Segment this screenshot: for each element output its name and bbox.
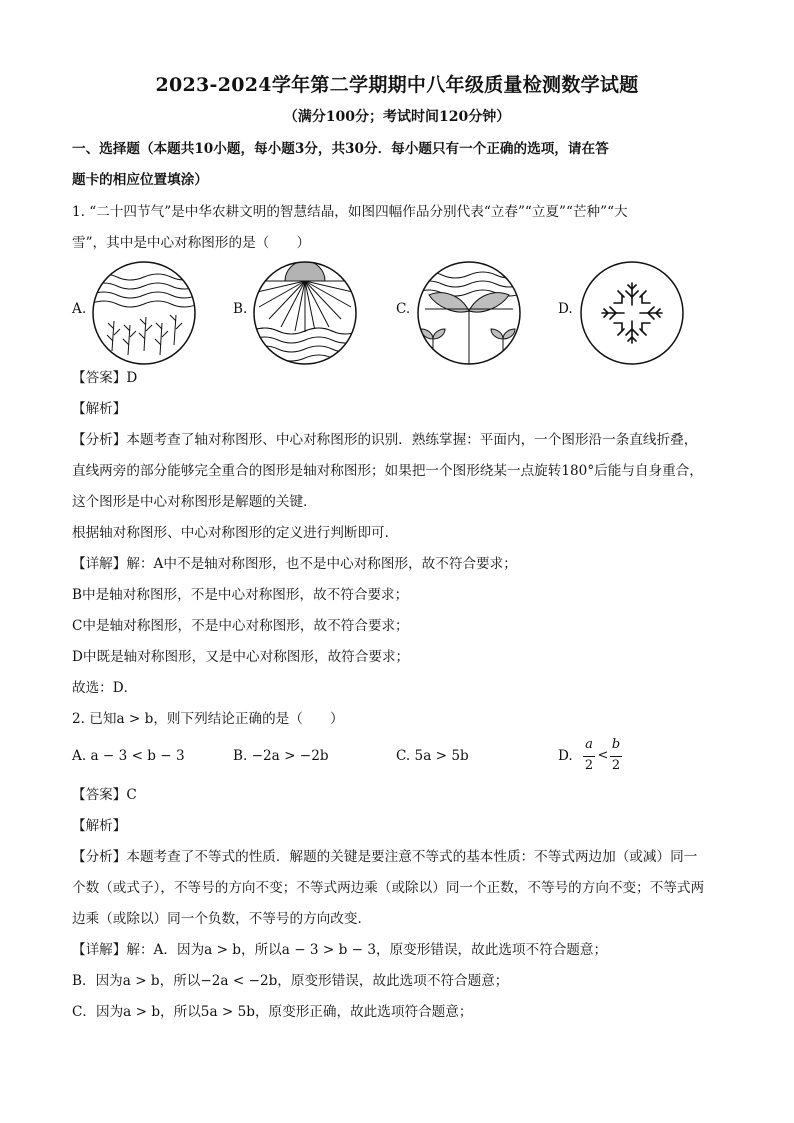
q1-analysis-line3: 这个图形是中心对称图形是解题的关键． [72, 494, 317, 510]
figure-b-lixia [251, 259, 359, 367]
q1-analysis-tag: 【解析】 [72, 401, 127, 417]
figure-c-mangzhong [415, 259, 523, 367]
q2-analysis-line2: 个数（或式子），不等号的方向不变；不等式两边乘（或除以）同一个正数，不等号的方向不变；不等式两 [72, 880, 705, 896]
section-heading-line1: 一、选择题（本题共10小题，每小题3分，共30分．每小题只有一个正确的选项，请在答 [72, 141, 609, 157]
q2-analysis-line3: 边乘（或除以）同一个负数，不等号的方向改变． [72, 911, 372, 927]
q2-option-d-numerator-a: a [585, 737, 593, 752]
section-heading-line2: 题卡的相应位置填涂） [72, 172, 208, 188]
q2-option-d-denominator-b: 2 [611, 758, 621, 773]
q2-detail-line2: B．因为a > b，所以−2a < −2b，原变形错误，故此选项不符合题意； [72, 973, 509, 989]
q2-answer: 【答案】C [72, 787, 137, 803]
q2-detail-line1: 【详解】解：A．因为a > b，所以a − 3 > b − 3，原变形错误，故此选项不符合题意； [72, 942, 608, 958]
q2-option-d-denominator-a: 2 [584, 758, 594, 773]
q1-option-a-label: A. [72, 301, 87, 317]
q2-option-d-numerator-b: b [611, 737, 621, 752]
figure-a-lichun [90, 259, 198, 367]
q1-stem-line1: 1. “二十四节气”是中华农耕文明的智慧结晶，如图四幅作品分别代表“立春”“立夏”“芒种”“大 [72, 204, 628, 220]
q1-detail-line4: D中既是轴对称图形，又是中心对称图形，故符合要求； [72, 649, 410, 665]
q1-analysis-line2: 直线两旁的部分能够完全重合的图形是轴对称图形；如果把一个图形绕某一点旋转180°后能与自身重合， [72, 463, 703, 479]
q2-option-d-fraction-bar-b [610, 756, 622, 757]
q2-analysis-tag: 【解析】 [72, 818, 127, 834]
q2-stem: 2. 已知a > b，则下列结论正确的是（ ） [72, 711, 344, 727]
page-subtitle: （满分100分；考试时间120分钟） [283, 109, 511, 125]
q1-detail-line5: 故选：D． [72, 680, 138, 696]
q2-option-c: C. 5a > 5b [396, 748, 469, 764]
q2-option-b: B. −2a > −2b [233, 748, 329, 764]
q1-analysis-line1: 【分析】本题考查了轴对称图形、中心对称图形的识别．熟练掌握：平面内，一个图形沿一条直线折叠， [72, 432, 698, 448]
figure-d-daxue [578, 259, 686, 367]
q1-answer: 【答案】D [72, 370, 138, 386]
q1-detail-line1: 【详解】解：A中不是轴对称图形，也不是中心对称图形，故不符合要求； [72, 556, 517, 572]
q1-detail-line2: B中是轴对称图形，不是中心对称图形，故不符合要求； [72, 587, 409, 603]
q2-option-d-less-than: < [597, 748, 609, 763]
q1-analysis-line4: 根据轴对称图形、中心对称图形的定义进行判断即可． [72, 525, 399, 541]
q2-analysis-line1: 【分析】本题考查了不等式的性质．解题的关键是要注意不等式的基本性质：不等式两边加（或减）同一 [72, 849, 698, 865]
q2-option-d-label: D. [558, 748, 573, 764]
q1-detail-line3: C中是轴对称图形，不是中心对称图形，故不符合要求； [72, 618, 409, 634]
q1-stem-line2: 雪”，其中是中心对称图形的是（ ） [72, 235, 311, 251]
q1-option-c-label: C. [396, 301, 411, 317]
q1-option-d-label: D. [558, 301, 573, 317]
q2-option-a: A. a − 3 < b − 3 [72, 748, 185, 764]
q2-option-d-fraction-bar-a [583, 756, 595, 757]
page-title: 2023-2024学年第二学期期中八年级质量检测数学试题 [155, 74, 639, 96]
q1-option-b-label: B. [233, 301, 248, 317]
q2-detail-line3: C．因为a > b，所以5a > 5b，原变形正确，故此选项符合题意； [72, 1004, 473, 1020]
